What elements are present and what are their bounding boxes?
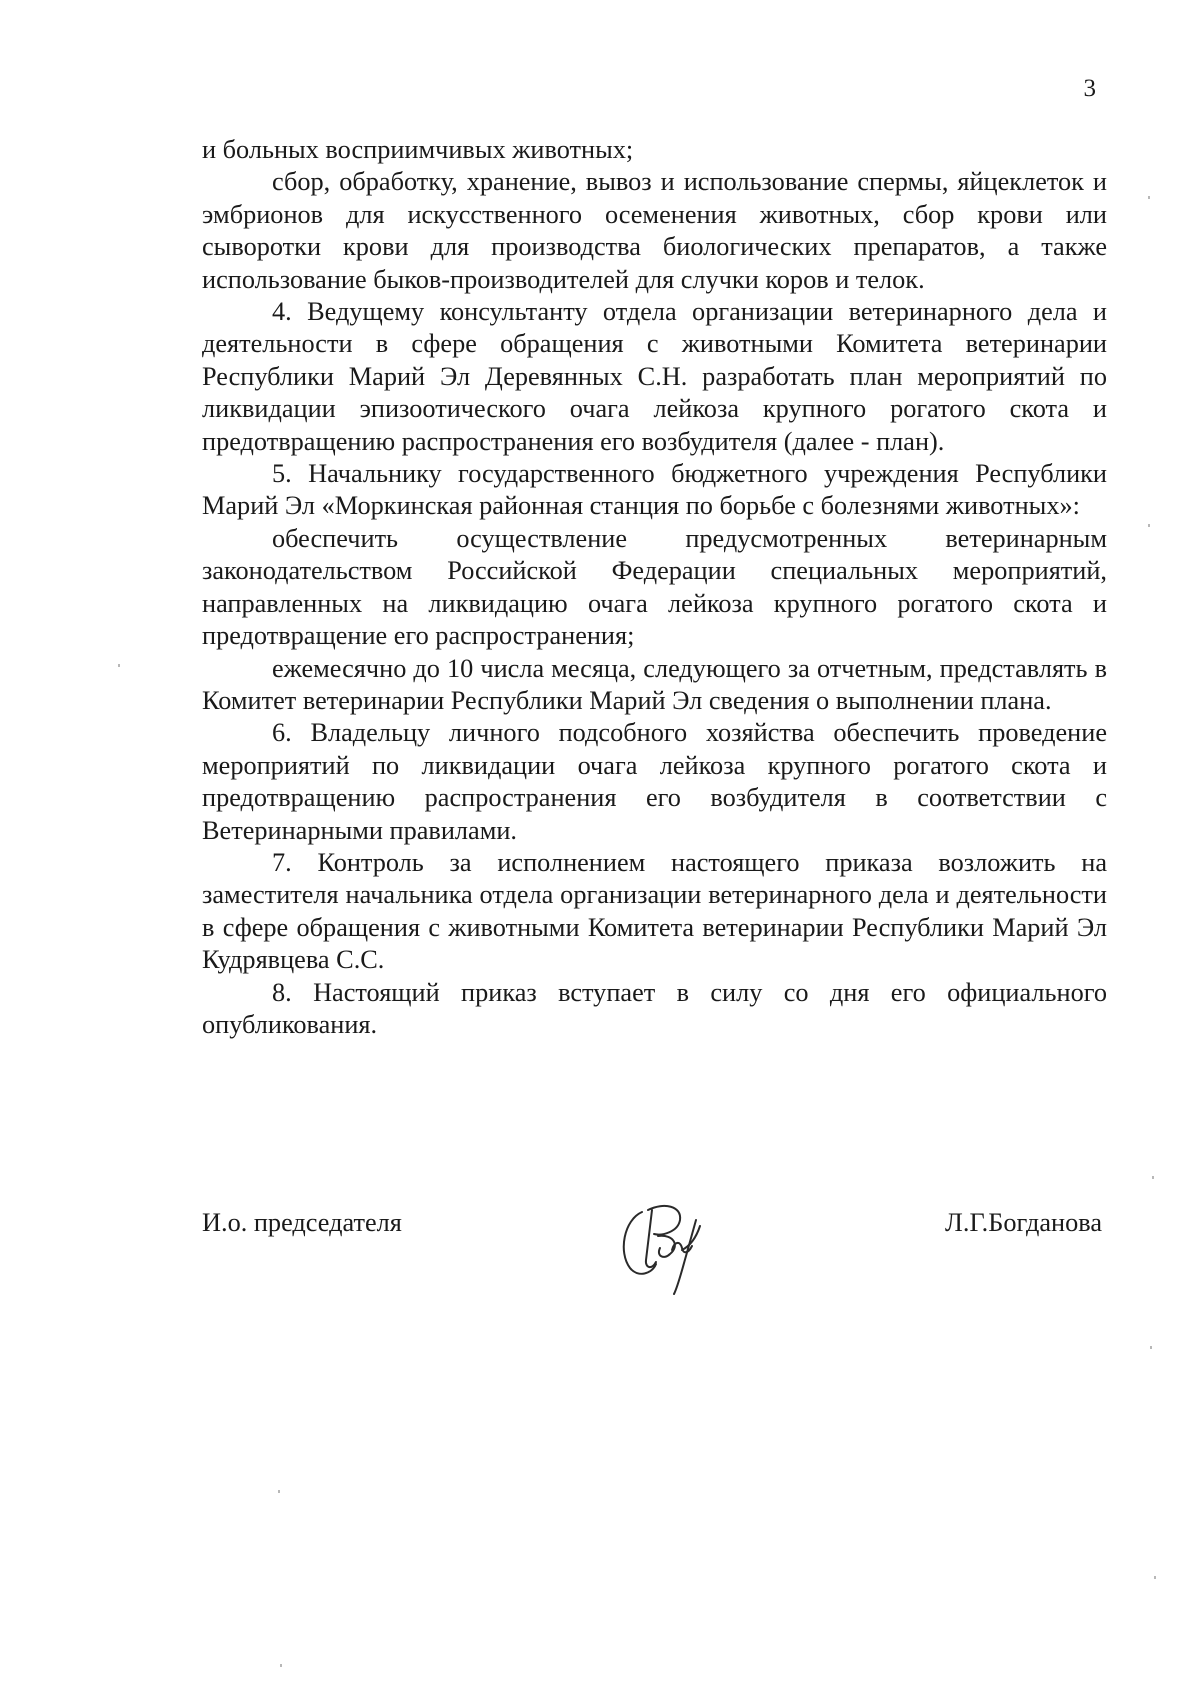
scan-mark [118,664,120,667]
signatory-name: Л.Г.Богданова [945,1208,1102,1237]
document-body [202,134,1107,1041]
paragraph-continuation: и больных восприимчивых животных; [202,135,634,164]
scan-mark [1154,1576,1156,1579]
scan-mark [1148,524,1150,527]
paragraph-item-6: 6. Владельцу личного подсобного хозяйства обеспечить проведение мероприятий по ликвидации очага лейкоза крупного рогатого скота и предотвращению распространения его возбудителя в соответствии с Ветеринарными правилами. [202,718,1107,845]
handwritten-signature [612,1190,722,1300]
scan-mark [1152,1176,1154,1179]
paragraph-item-5-monthly: ежемесячно до 10 числа месяца, следующего за отчетным, представлять в Комитет ветеринарии Республики Марий Эл сведения о выполнении плана. [202,653,1107,715]
paragraph-item-5-ensure: обеспечить осуществление предусмотренных ветеринарным законодательством Российской Федерации специальных мероприятий, направленных на ликвидацию очага лейкоза крупного рогатого скота и предотвращение его распространения; [202,523,1107,651]
paragraph-item-5: 5. Начальнику государственного бюджетного учреждения Республики Марий Эл «Моркинская районная станция по борьбе с болезнями животных»: [202,459,1107,521]
paragraph-semen-collection: сбор, обработку, хранение, вывоз и использование спермы, яйцеклеток и эмбрионов для искусственного осеменения животных, сбор крови или сыворотки крови для производства биологических препаратов, а также использование быков-производителей для случки коров и телок. [202,167,1107,294]
scan-mark [1150,1346,1152,1349]
scan-mark [1148,196,1150,199]
paragraph-item-4: 4. Ведущему консультанту отдела организации ветеринарного дела и деятельности в сфере обращения с животными Комитета ветеринарии Республики Марий Эл Деревянных С.Н. разработать план мероприятий по ликвидации эпизоотического очага лейкоза крупного рогатого скота и предотвращению распространения его возбудителя (далее - план). [202,297,1107,456]
scan-mark [280,1664,282,1667]
signature-block [202,1190,1102,1310]
paragraph-item-7: 7. Контроль за исполнением настоящего приказа возложить на заместителя начальника отдела организации ветеринарного дела и деятельности в сфере обращения с животными Комитета ветеринарии Республики Марий Эл Кудрявцева С.С. [202,847,1107,975]
signatory-position: И.о. председателя [202,1208,402,1237]
paragraph-item-8: 8. Настоящий приказ вступает в силу со дня его официального опубликования. [202,977,1107,1039]
page-number: 3 [1083,75,1096,102]
scan-mark [278,1490,280,1493]
